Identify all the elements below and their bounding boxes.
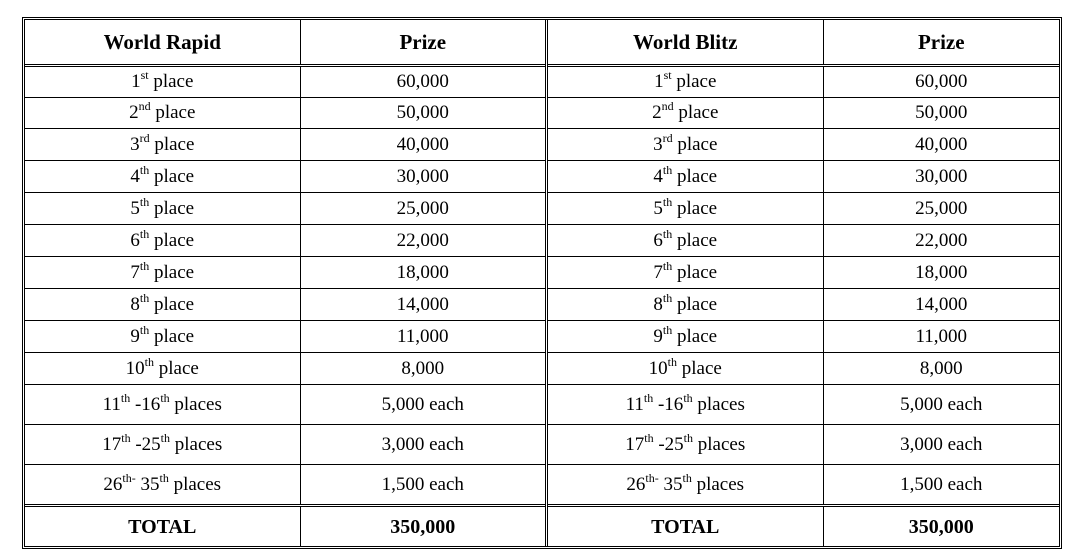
table-row xyxy=(25,321,545,353)
place-cell: 6th place xyxy=(25,225,300,257)
prize-cell: 25,000 xyxy=(300,193,545,225)
prize-cell: 14,000 xyxy=(300,289,545,321)
prize-cell: 25,000 xyxy=(823,193,1059,225)
prize-cell: 30,000 xyxy=(300,161,545,193)
place-cell: 6th place xyxy=(548,225,823,257)
prize-tables-frame xyxy=(22,17,1062,549)
place-range-cell: 11th -16th places xyxy=(548,385,823,425)
table-header-row xyxy=(25,20,545,66)
prize-cell: 14,000 xyxy=(823,289,1059,321)
table-row xyxy=(548,98,1059,129)
total-row xyxy=(548,506,1059,548)
prize-cell: 11,000 xyxy=(300,321,545,353)
prize-cell: 18,000 xyxy=(300,257,545,289)
total-value: 350,000 xyxy=(823,506,1059,548)
prize-cell: 18,000 xyxy=(823,257,1059,289)
prize-cell: 40,000 xyxy=(300,129,545,161)
prize-cell: 50,000 xyxy=(300,98,545,129)
place-cell: 10th place xyxy=(25,353,300,385)
table-row xyxy=(25,98,545,129)
table-header-row xyxy=(548,20,1059,66)
table-row xyxy=(548,465,1059,506)
table-row xyxy=(548,257,1059,289)
prize-cell: 22,000 xyxy=(823,225,1059,257)
place-cell: 5th place xyxy=(548,193,823,225)
prize-cell: 8,000 xyxy=(823,353,1059,385)
prize-cell: 8,000 xyxy=(300,353,545,385)
table-row xyxy=(548,225,1059,257)
place-range-cell: 17th -25th places xyxy=(25,425,300,465)
total-label: TOTAL xyxy=(25,506,300,548)
total-value: 350,000 xyxy=(300,506,545,548)
place-cell: 4th place xyxy=(25,161,300,193)
table-row xyxy=(25,161,545,193)
prize-cell: 60,000 xyxy=(300,66,545,98)
place-cell: 1st place xyxy=(548,66,823,98)
table-row xyxy=(548,129,1059,161)
place-cell: 7th place xyxy=(25,257,300,289)
prize-cell: 1,500 each xyxy=(823,465,1059,506)
prize-cell: 22,000 xyxy=(300,225,545,257)
prize-cell: 3,000 each xyxy=(300,425,545,465)
total-label: TOTAL xyxy=(548,506,823,548)
event-header: World Rapid xyxy=(25,20,300,66)
prize-cell: 40,000 xyxy=(823,129,1059,161)
table-row xyxy=(548,353,1059,385)
place-range-cell: $26^{th-}$ 35th places xyxy=(25,465,300,506)
prize-cell: 3,000 each xyxy=(823,425,1059,465)
table-row xyxy=(25,193,545,225)
world-rapid-prize-table xyxy=(25,20,545,547)
prize-header: Prize xyxy=(300,20,545,66)
table-row xyxy=(548,66,1059,98)
place-cell: 9th place xyxy=(25,321,300,353)
place-cell: 8th place xyxy=(548,289,823,321)
place-range-cell: 17th -25th places xyxy=(548,425,823,465)
place-cell: 5th place xyxy=(25,193,300,225)
place-cell: 3rd place xyxy=(548,129,823,161)
table-row xyxy=(25,385,545,425)
table-row xyxy=(548,425,1059,465)
table-row xyxy=(25,129,545,161)
place-cell: 8th place xyxy=(25,289,300,321)
table-row xyxy=(25,225,545,257)
prize-cell: 50,000 xyxy=(823,98,1059,129)
place-cell: 3rd place xyxy=(25,129,300,161)
prize-header: Prize xyxy=(823,20,1059,66)
prize-cell: 30,000 xyxy=(823,161,1059,193)
total-row xyxy=(25,506,545,548)
table-row xyxy=(25,425,545,465)
table-row xyxy=(25,465,545,506)
prize-cell: 11,000 xyxy=(823,321,1059,353)
place-range-cell: 11th -16th places xyxy=(25,385,300,425)
prize-cell: 1,500 each xyxy=(300,465,545,506)
prize-cell: 5,000 each xyxy=(823,385,1059,425)
prize-cell: 5,000 each xyxy=(300,385,545,425)
world-blitz-prize-table xyxy=(548,20,1059,547)
table-row xyxy=(548,385,1059,425)
table-row xyxy=(548,289,1059,321)
table-row xyxy=(25,289,545,321)
place-cell: 2nd place xyxy=(25,98,300,129)
place-cell: 1st place xyxy=(25,66,300,98)
event-header: World Blitz xyxy=(548,20,823,66)
place-cell: 9th place xyxy=(548,321,823,353)
table-row xyxy=(25,353,545,385)
table-row xyxy=(548,161,1059,193)
place-range-cell: $26^{th-}$ 35th places xyxy=(548,465,823,506)
place-cell: 7th place xyxy=(548,257,823,289)
table-row xyxy=(25,66,545,98)
place-cell: 10th place xyxy=(548,353,823,385)
table-row xyxy=(25,257,545,289)
prize-cell: 60,000 xyxy=(823,66,1059,98)
place-cell: 4th place xyxy=(548,161,823,193)
table-row xyxy=(548,321,1059,353)
place-cell: 2nd place xyxy=(548,98,823,129)
table-row xyxy=(548,193,1059,225)
